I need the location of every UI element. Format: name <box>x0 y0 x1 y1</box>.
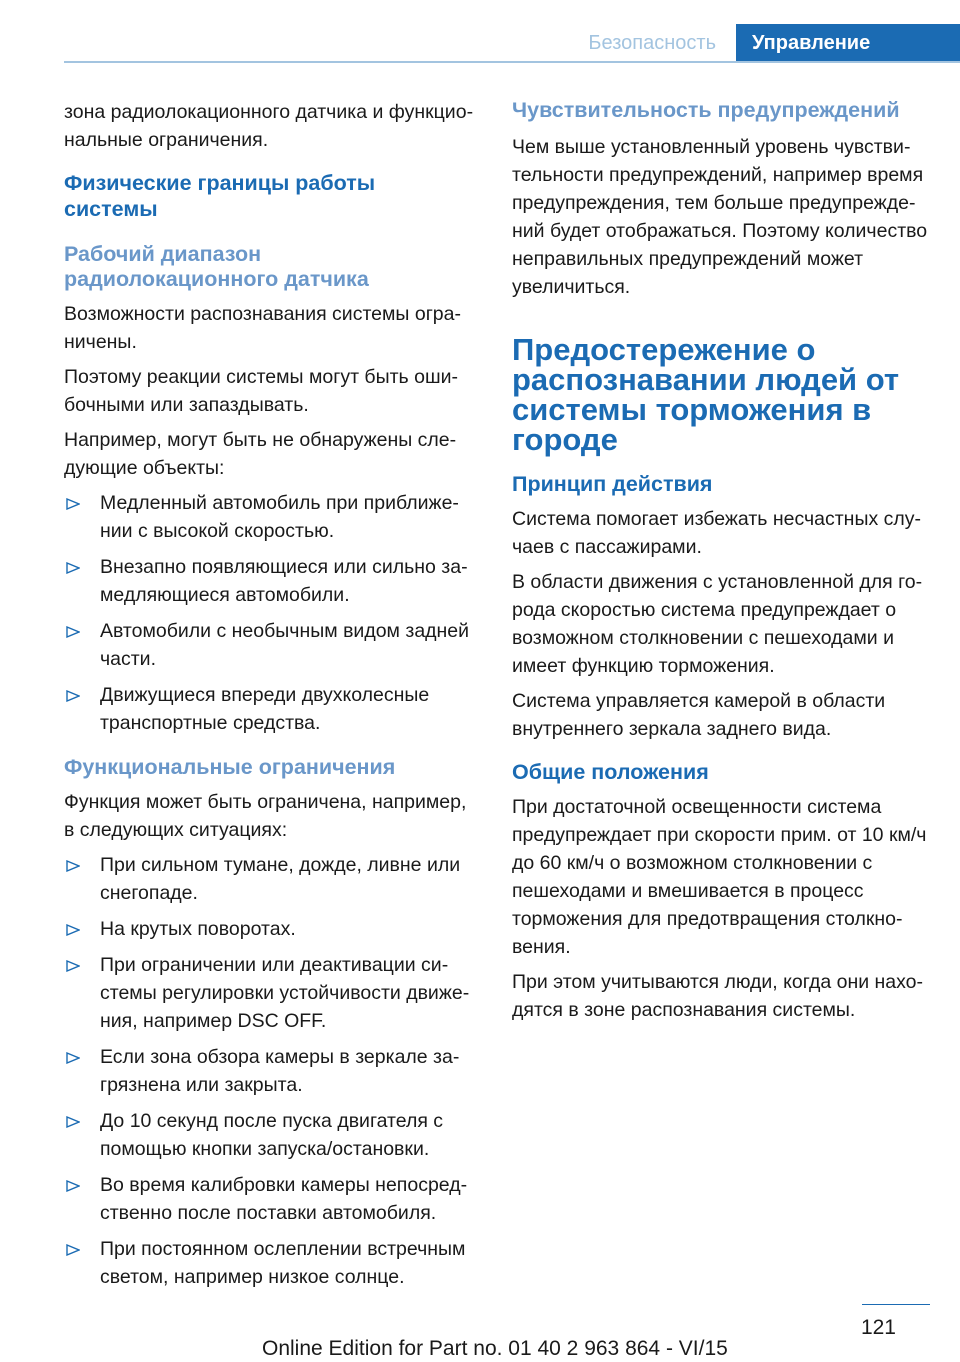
heading-principle: Принцип действия <box>512 472 713 496</box>
list-item-text: Внезапно появляющиеся или сильно замедляющиеся автомобили. <box>100 556 468 606</box>
objects-list <box>64 489 474 737</box>
list-item-text: При постоянном ослеплении встречным светом, например низкое солнце. <box>100 1238 466 1288</box>
list-item <box>64 1235 474 1291</box>
paragraph: Функция может быть ограничена, например, в следующих ситуациях: <box>64 791 467 841</box>
triangle-bullet-icon <box>66 690 80 702</box>
list-item <box>64 915 474 943</box>
paragraph: Система помогает избежать несчастных случаев с пассажирами. <box>512 508 922 558</box>
header-divider <box>64 61 960 63</box>
situations-list <box>64 851 474 1291</box>
list-item-text: На крутых поворотах. <box>100 918 296 940</box>
chapter-tab: Управление <box>736 24 960 62</box>
triangle-bullet-icon <box>66 1180 80 1192</box>
list-item <box>64 489 474 545</box>
list-item-text: При ограничении или деактивации системы регулировки устойчивости движения, например DSC OFF. <box>100 954 470 1032</box>
list-item <box>64 951 474 1035</box>
paragraph: В области движения с установленной для города скоростью система предупреждает о возможном столкновении с пешеходами и имеет функцию торможения. <box>512 571 923 677</box>
heading-general: Общие положения <box>512 760 709 784</box>
left-column <box>64 98 474 1299</box>
paragraph: Система управляется камерой в области внутреннего зеркала заднего вида. <box>512 690 886 740</box>
triangle-bullet-icon <box>66 924 80 936</box>
right-column <box>512 98 930 1031</box>
edition-note: Online Edition for Part no. 01 40 2 963 864 - VI/15 <box>262 1337 728 1360</box>
triangle-bullet-icon <box>66 1244 80 1256</box>
list-item-text: При сильном тумане, дожде, ливне или снегопаде. <box>100 854 461 904</box>
list-item <box>64 1171 474 1227</box>
list-item-text: Медленный автомобиль при приближении с высокой скоростью. <box>100 492 459 542</box>
heading-physical-limits: Физические границы работы системы <box>64 171 376 221</box>
triangle-bullet-icon <box>66 498 80 510</box>
paragraph: При этом учитываются люди, когда они находятся в зоне распознавания системы. <box>512 971 924 1021</box>
paragraph: Поэтому реакции системы могут быть ошибочными или запаздывать. <box>64 366 458 416</box>
footer-divider <box>862 1304 930 1305</box>
list-item-text: Во время калибровки камеры непосредственно после поставки автомобиля. <box>100 1174 468 1224</box>
triangle-bullet-icon <box>66 1052 80 1064</box>
intro-text: зона радиолокационного датчика и функциональные ограничения. <box>64 101 474 151</box>
paragraph: Чем выше установленный уровень чувствительности предупреждений, например время предупреждения, тем больше предупреждений будет отображаться. Поэтому количество неправильных предупреждений может увеличиться. <box>512 136 928 298</box>
list-item <box>64 553 474 609</box>
list-item-text: Если зона обзора камеры в зеркале загрязнена или закрыта. <box>100 1046 460 1096</box>
list-item <box>64 1043 474 1099</box>
triangle-bullet-icon <box>66 960 80 972</box>
list-item <box>64 851 474 907</box>
list-item-text: Автомобили с необычным видом задней части. <box>100 620 470 670</box>
list-item <box>64 1107 474 1163</box>
heading-sensor-range: Рабочий диапазон радиолокационного датчика <box>64 242 369 291</box>
list-item <box>64 681 474 737</box>
list-item-text: До 10 секунд после пуска двигателя с помощью кнопки запуска/остановки. <box>100 1110 444 1160</box>
paragraph: Возможности распознавания системы ограничены. <box>64 303 461 353</box>
page-number: 121 <box>860 1316 896 1339</box>
heading-sensitivity: Чувствительность предупреждений <box>512 98 900 122</box>
paragraph: При достаточной освещенности система предупреждает при скорости прим. от 10 км/ч до 60 км/ч о возможном столкновении с пешеходами и вмешивается в процесс торможения для предотвращения столкновения. <box>512 796 927 958</box>
triangle-bullet-icon <box>66 626 80 638</box>
section-title: Предостережение о распознавании людей от системы торможения в городе <box>512 332 900 457</box>
list-item-text: Движущиеся впереди двухколесные транспортные средства. <box>100 684 430 734</box>
triangle-bullet-icon <box>66 562 80 574</box>
triangle-bullet-icon <box>66 1116 80 1128</box>
triangle-bullet-icon <box>66 860 80 872</box>
paragraph: Например, могут быть не обнаружены следующие объекты: <box>64 429 457 479</box>
heading-functional-limits: Функциональные ограничения <box>64 755 396 779</box>
list-item <box>64 617 474 673</box>
page-header <box>0 0 960 62</box>
section-tab: Безопасность <box>588 32 716 54</box>
